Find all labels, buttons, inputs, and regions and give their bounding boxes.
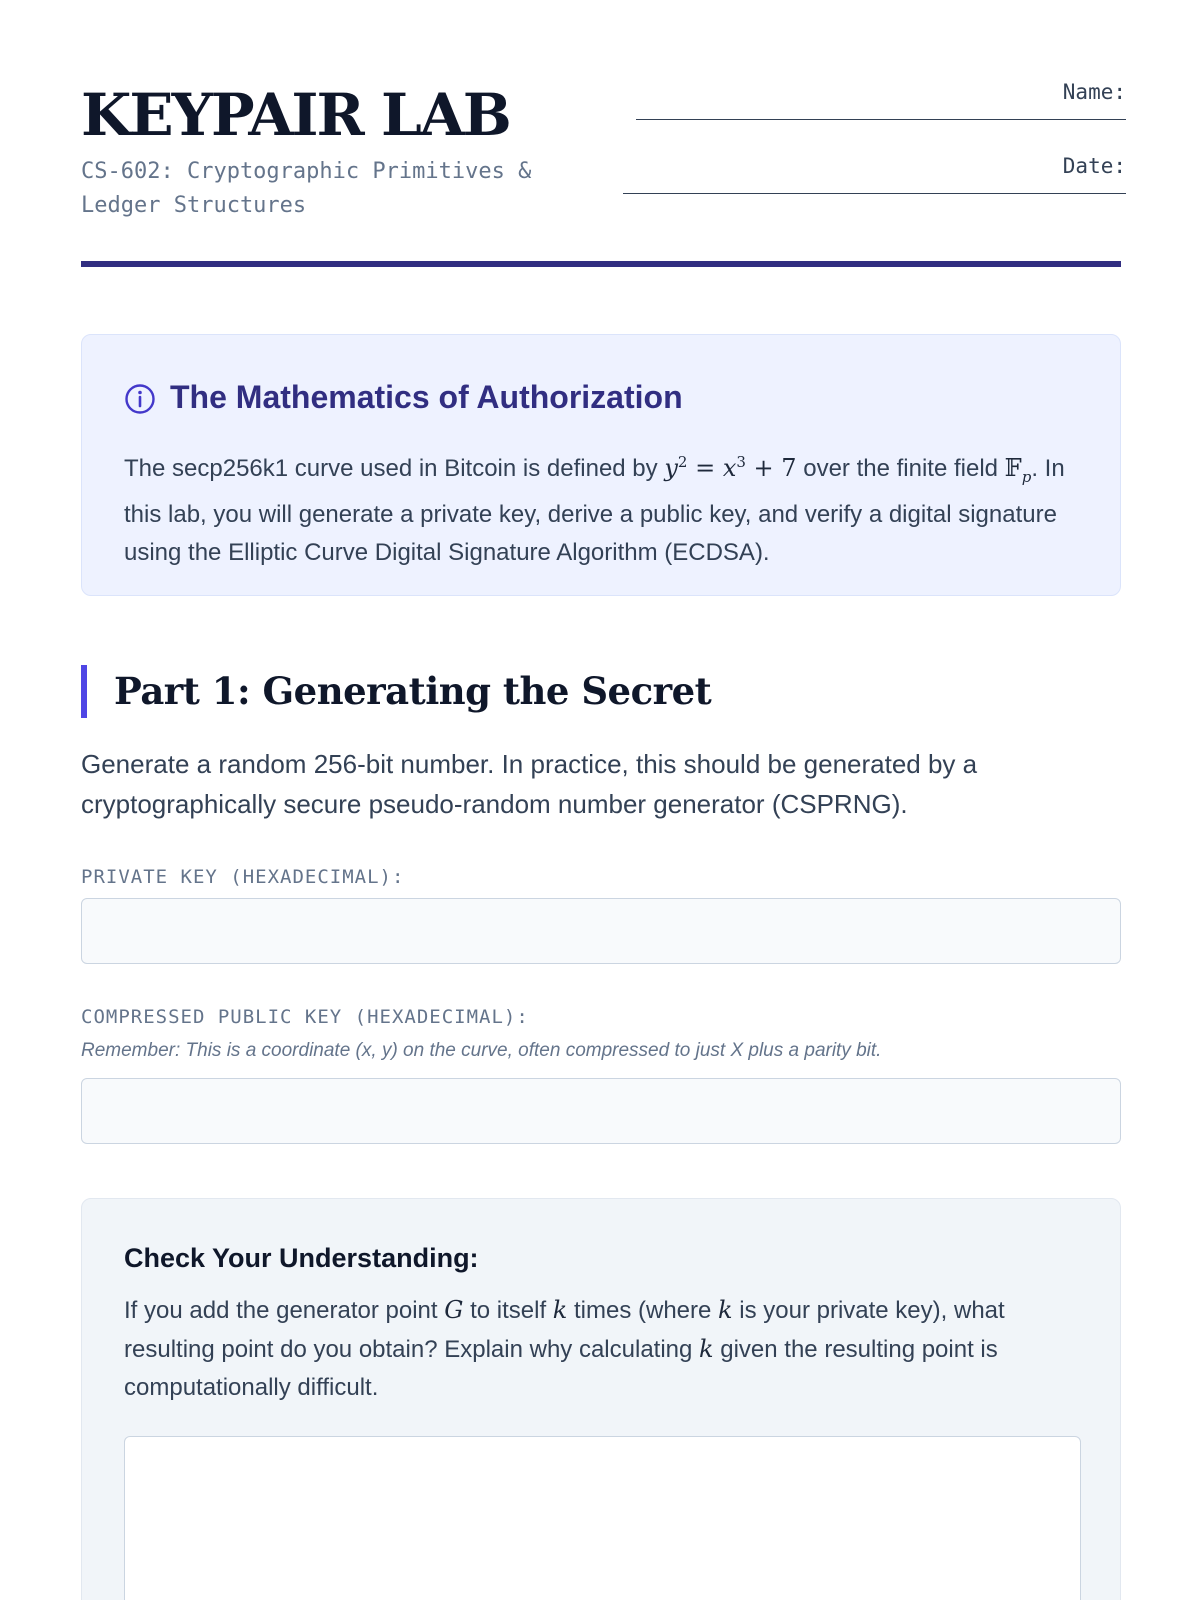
public-key-hint: Remember: This is a coordinate (x, y) on the curve, often compressed to just X plus a parity bit.: [81, 1040, 882, 1061]
answer-textarea[interactable]: [124, 1436, 1081, 1600]
public-key-input[interactable]: [81, 1078, 1121, 1144]
check-question: If you add the generator point G to itself k times (where k is your private key), what resulting point do you obtain? Explain why calculating k given the resulting point is computationally difficult.: [124, 1296, 1005, 1401]
private-key-input[interactable]: [81, 898, 1121, 964]
k-symbol: k: [718, 1296, 733, 1324]
info-body: [124, 443, 1094, 572]
info-title: The Mathematics of Authorization: [170, 379, 683, 415]
private-key-label: PRIVATE KEY (HEXADECIMAL):: [81, 866, 405, 888]
worksheet-page: [81, 0, 1126, 1401]
info-text-mid: over the finite field: [796, 455, 1005, 482]
date-field[interactable]: [623, 154, 1126, 194]
generator-point-symbol: G: [444, 1296, 464, 1324]
name-underline: [636, 119, 1126, 120]
part1-title: Part 1: Generating the Secret: [114, 669, 712, 713]
k-symbol: k: [552, 1296, 568, 1324]
page-title: KEYPAIR LAB: [81, 81, 510, 149]
date-label: Date:: [1062, 154, 1126, 178]
part1-description: Generate a random 256-bit number. In practice, this should be generated by a cryptographically secure pseudo-random number generator (CSPRNG).: [81, 749, 978, 819]
check-title: Check Your Understanding:: [124, 1243, 479, 1273]
course-subtitle: CS-602: Cryptographic Primitives & Ledger Structures: [81, 159, 532, 218]
date-underline: [623, 193, 1126, 194]
header-rule: [81, 261, 1121, 267]
k-symbol: k: [699, 1335, 714, 1363]
name-field[interactable]: [636, 80, 1126, 120]
worksheet-header: [81, 0, 1126, 268]
finite-field-symbol: 𝔽$_p$: [1004, 454, 1032, 486]
curve-equation: $y^2 = x^3 + 7$: [664, 453, 797, 482]
name-label: Name:: [1062, 80, 1126, 104]
public-key-label: COMPRESSED PUBLIC KEY (HEXADECIMAL):: [81, 1006, 529, 1028]
info-text-pre: The secp256k1 curve used in Bitcoin is defined by: [124, 455, 665, 482]
info-text-post: . In this lab, you will generate a private key, derive a public key, and verify a digital signature using the Elliptic Curve Digital Signature Algorithm (ECDSA).: [124, 455, 1065, 566]
section-accent-bar: [81, 665, 87, 718]
info-circle-icon: [124, 383, 156, 415]
info-callout: [81, 334, 1121, 596]
check-understanding-box: [81, 1198, 1121, 1600]
